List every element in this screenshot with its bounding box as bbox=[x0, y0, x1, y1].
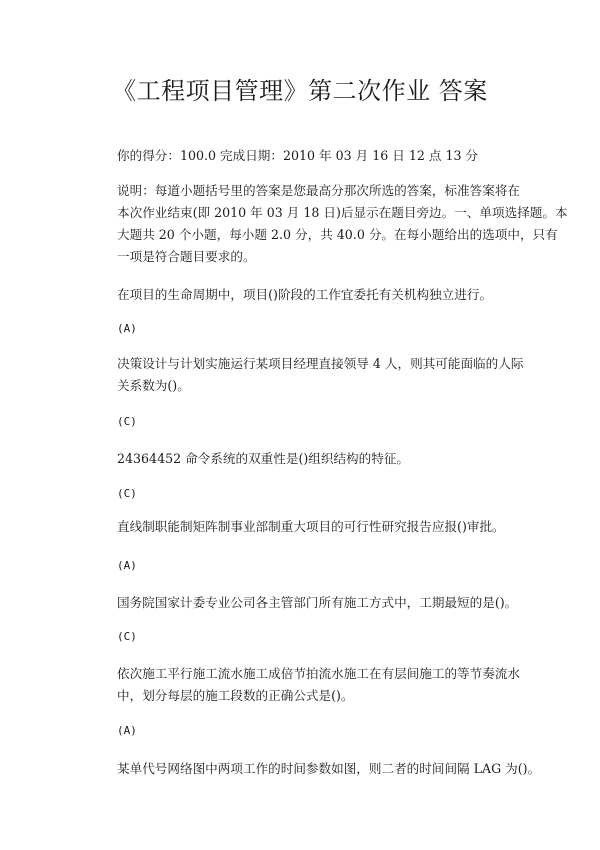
answer-label: (A) bbox=[117, 724, 137, 737]
answer-label: (C) bbox=[117, 415, 137, 428]
answer-label: (A) bbox=[117, 322, 137, 335]
instructions-line: 一项是符合题目要求的。 bbox=[117, 249, 256, 264]
question-text bbox=[117, 663, 520, 707]
score-line bbox=[117, 145, 487, 167]
question-line: 在项目的生命周期中，项目()阶段的工作宜委托有关机构独立进行。 bbox=[117, 287, 493, 302]
question-text bbox=[117, 592, 518, 614]
answer-label: (C) bbox=[117, 630, 137, 643]
question-line: 决策设计与计划实施运行某项目经理直接领导 4 人，则其可能面临的人际 bbox=[117, 356, 524, 371]
question-text bbox=[117, 353, 524, 397]
answer-label: (A) bbox=[117, 559, 137, 572]
question-text bbox=[117, 284, 493, 306]
question-line: 中，划分每层的施工段数的正确公式是()。 bbox=[117, 688, 354, 703]
question-line: 直线制职能制矩阵制事业部制重大项目的可行性研究报告应报()审批。 bbox=[117, 519, 505, 534]
page-title: 《工程项目管理》第二次作业 答案 bbox=[112, 77, 488, 105]
question-line: 关系数为()。 bbox=[117, 378, 190, 393]
question-line: 国务院国家计委专业公司各主管部门所有施工方式中，工期最短的是()。 bbox=[117, 595, 518, 610]
answer-label: (C) bbox=[117, 487, 137, 500]
question-line: 24364452 命令系统的双重性是()组织结构的特征。 bbox=[117, 451, 410, 466]
score-text: 你的得分：100.0 完成日期：2010 年 03 月 16 日 12 点 13 分 bbox=[117, 148, 479, 163]
question-line: 某单代号网络图中两项工作的时间参数如图，则二者的时间间隔 LAG 为()。 bbox=[117, 761, 541, 776]
instructions-line: 本次作业结束(即 2010 年 03 月 18 日)后显示在题目旁边。一、单项选择题。本 bbox=[117, 205, 568, 220]
question-text bbox=[117, 448, 487, 470]
question-text bbox=[117, 758, 541, 780]
instructions-line: 说明：每道小题括号里的答案是您最高分那次所选的答案，标准答案将在 bbox=[117, 183, 520, 198]
question-text bbox=[117, 516, 505, 538]
instructions-line: 大题共 20 个小题，每小题 2.0 分，共 40.0 分。在每小题给出的选项中，只有 bbox=[117, 227, 558, 242]
question-line: 依次施工平行施工流水施工成倍节拍流水施工在有层间施工的等节奏流水 bbox=[117, 666, 520, 681]
instructions-paragraph bbox=[117, 180, 568, 268]
